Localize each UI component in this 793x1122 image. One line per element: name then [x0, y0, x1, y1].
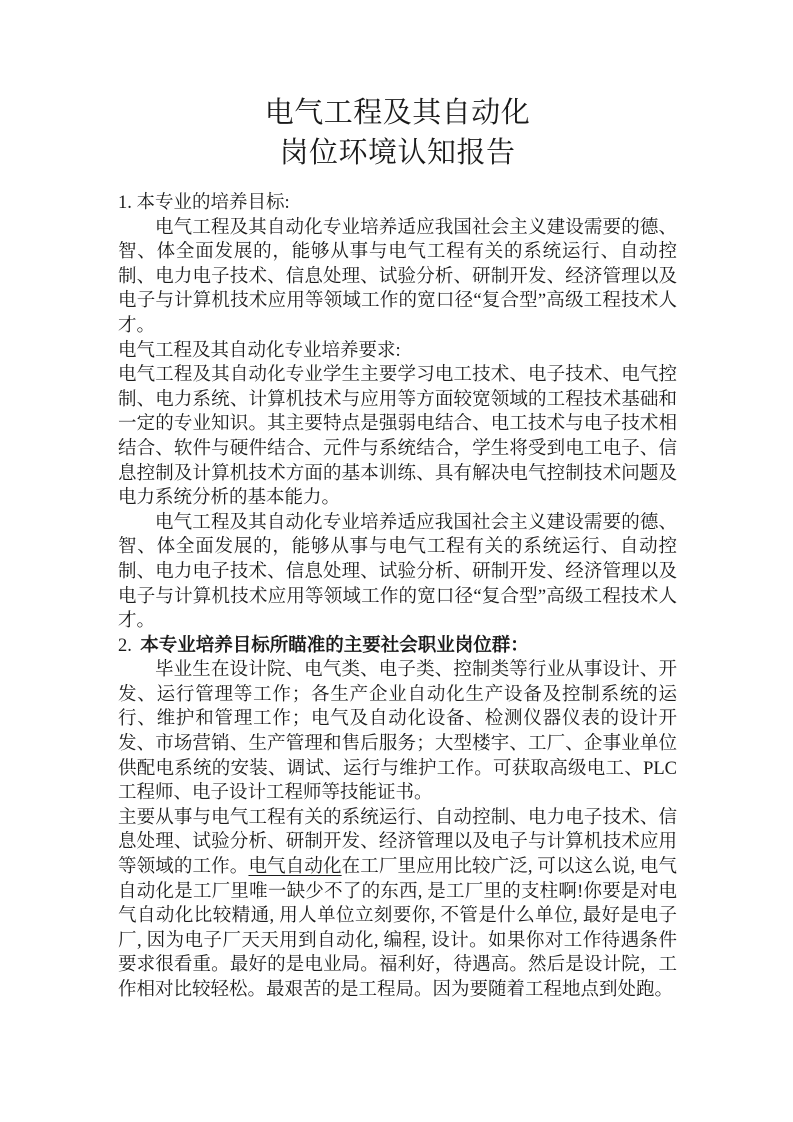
section-1-heading: 1. 本专业的培养目标:	[118, 193, 290, 213]
document-body	[118, 191, 677, 1003]
document-title	[118, 93, 677, 173]
career-fields-paragraph	[118, 806, 677, 1003]
section-2-heading	[118, 634, 677, 659]
title-line-1: 电气工程及其自动化	[264, 97, 531, 129]
section-2-heading-text: 本专业培养目标所瞄准的主要社会职业岗位群：	[140, 635, 529, 656]
training-goal-paragraph-repeat: 电气工程及其自动化专业培养适应我国社会主义建设需要的德、智、体全面发展的，能够从事与电气工程有关的系统运行、自动控制、电力电子技术、信息处理、试验分析、研制开发、经济管理以及电子与计算机技术应用等领域工作的宽口径“复合型”高级工程技术人才。	[118, 512, 677, 632]
title-line-2: 岗位环境认知报告	[279, 137, 516, 169]
job-positions-paragraph: 毕业生在设计院、电气类、电子类、控制类等行业从事设计、开发、运行管理等工作；各生产企业自动化生产设备及控制系统的运行、维护和管理工作；电气及自动化设备、检测仪器仪表的设计开发、市场营销、生产管理和售后服务；大型楼宇、工厂、企事业单位供配电系统的安装、调试、运行与维护工作。可获取高级电工、PLC 工程师、电子设计工程师等技能证书。	[118, 660, 677, 804]
training-requirements-heading: 电气工程及其自动化专业培养要求:	[118, 340, 401, 361]
career-fields-text-after: 在工厂里应用比较广泛, 可以这么说, 电气自动化是工厂里唯一缺少不了的东西, 是工厂里的支柱啊!你要是对电气自动化比较精通, 用人单位立刻要你, 不管是什么单位, 最好是电子厂, 因为电子厂天天用到自动化, 编程, 设计。如果你对工作待遇条件要求很看重。最好的是电业局。福利好，待遇高。然后是设计院，工作相对比较轻松。最艰苦的是工程局。因为要随着工程地点到处跑。	[118, 857, 677, 1000]
training-requirements-paragraph: 电气工程及其自动化专业学生主要学习电工技术、电子技术、电气控制、电力系统、计算机技术与应用等方面较宽领域的工程技术基础和一定的专业知识。其主要特点是强弱电结合、电工技术与电子技术相结合、软件与硬件结合、元件与系统结合，学生将受到电工电子、信息控制及计算机技术方面的基本训练、具有解决电气控制技术问题及电力系统分析的基本能力。	[118, 365, 677, 509]
training-goal-paragraph: 电气工程及其自动化专业培养适应我国社会主义建设需要的德、智、体全面发展的，能够从事与电气工程有关的系统运行、自动控制、电力电子技术、信息处理、试验分析、研制开发、经济管理以及电子与计算机技术应用等领域工作的宽口径“复合型”高级工程技术人才。	[118, 217, 677, 336]
section-2-number: 2.	[118, 635, 132, 656]
underlined-phrase: 电气自动化	[248, 857, 342, 878]
career-fields-text-before: 主要从事与电气工程有关的系统运行、自动控制、电力电子技术、信息处理、试验分析、研制开发、经济管理以及电子与计算机技术应用等领域的工作。	[118, 807, 677, 878]
